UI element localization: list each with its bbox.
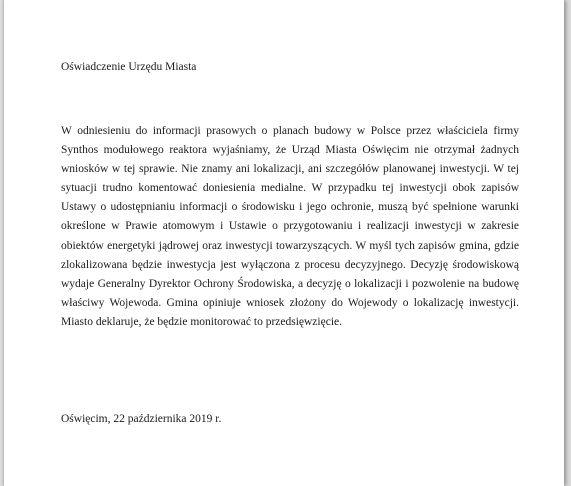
document-page — [4, 0, 564, 486]
document-title: Oświadczenie Urzędu Miasta — [61, 61, 197, 73]
document-place-date: Oświęcim, 22 października 2019 r. — [61, 413, 222, 425]
document-body-paragraph: W odniesieniu do informacji prasowych o planach budowy w Polsce przez właściciela firmy Synthos modułowego reaktora wyjaśniamy, że Urząd Miasta Oświęcim nie otrzymał żadnych wniosków w tej sprawie. Nie znamy ani lokalizacji, ani szczegółów planowanej inwestycji. W tej sytuacji trudno komentować doniesienia medialne. W przypadku tej inwestycji obok zapisów Ustawy o udostępnianiu informacji o środowisku i jego ochronie, muszą być spełnione warunki określone w Prawie atomowym i Ustawie o przygotowaniu i realizacji inwestycji w zakresie obiektów energetyki jądrowej oraz inwestycji towarzyszących. W myśl tych zapisów gmina, gdzie zlokalizowana będzie inwestycja jest wyłączona z procesu decyzyjnego. Decyzję środowiskową wydaje Generalny Dyrektor Ochrony Środowiska, a decyzję o lokalizacji i pozwolenie na budowę właściwy Wojewoda. Gmina opiniuje wniosek złożony do Wojewody o lokalizację inwestycji. Miasto deklaruje, że będzie monitorować to przedsięwzięcie. — [61, 125, 519, 328]
